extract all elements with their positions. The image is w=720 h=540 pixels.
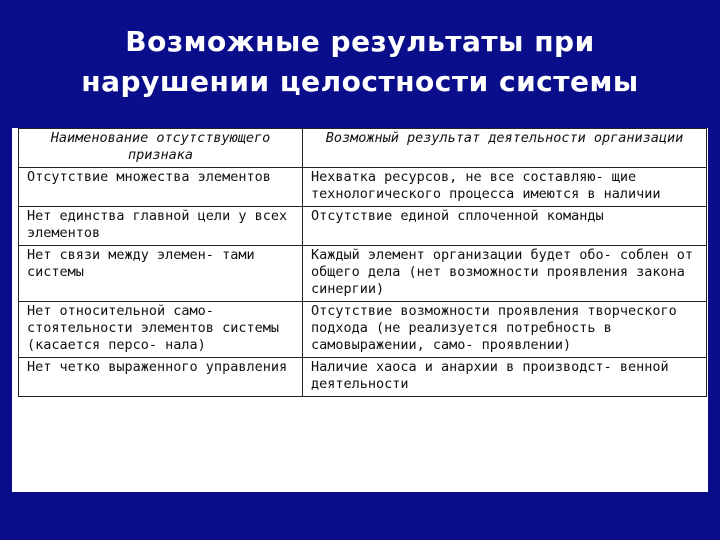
missing-attribute-cell: Отсутствие множества элементов	[19, 168, 303, 207]
table-row	[19, 302, 707, 358]
table-row	[19, 246, 707, 302]
missing-attribute-cell: Нет связи между элемен- тами системы	[19, 246, 303, 302]
table-header-row	[19, 129, 707, 168]
table-panel	[12, 128, 708, 492]
possible-result-cell: Отсутствие единой сплоченной команды	[303, 207, 707, 246]
bottom-strip	[0, 506, 720, 540]
possible-result-cell: Наличие хаоса и анархии в производст- венной деятельности	[303, 358, 707, 397]
table-row	[19, 358, 707, 397]
header-possible-result: Возможный результат деятельности организации	[303, 129, 707, 168]
table-row	[19, 207, 707, 246]
slide-title-line-2: нарушении целостности системы	[81, 65, 639, 98]
possible-result-cell: Нехватка ресурсов, не все составляю- щие технологического процесса имеются в наличии	[303, 168, 707, 207]
header-missing-attribute: Наименование отсутствующего признака	[19, 129, 303, 168]
slide-title-line-1: Возможные результаты при	[125, 25, 595, 58]
table-row	[19, 168, 707, 207]
slide-title	[0, 22, 720, 102]
missing-attribute-cell: Нет единства главной цели у всех элементов	[19, 207, 303, 246]
possible-result-cell: Отсутствие возможности проявления творческого подхода (не реализуется потребность в самовыражении, само- проявлении)	[303, 302, 707, 358]
missing-attribute-cell: Нет четко выраженного управления	[19, 358, 303, 397]
possible-result-cell: Каждый элемент организации будет обо- соблен от общего дела (нет возможности проявления закона синергии)	[303, 246, 707, 302]
integrity-table	[18, 128, 707, 397]
missing-attribute-cell: Нет относительной само- стоятельности элементов системы (касается персо- нала)	[19, 302, 303, 358]
